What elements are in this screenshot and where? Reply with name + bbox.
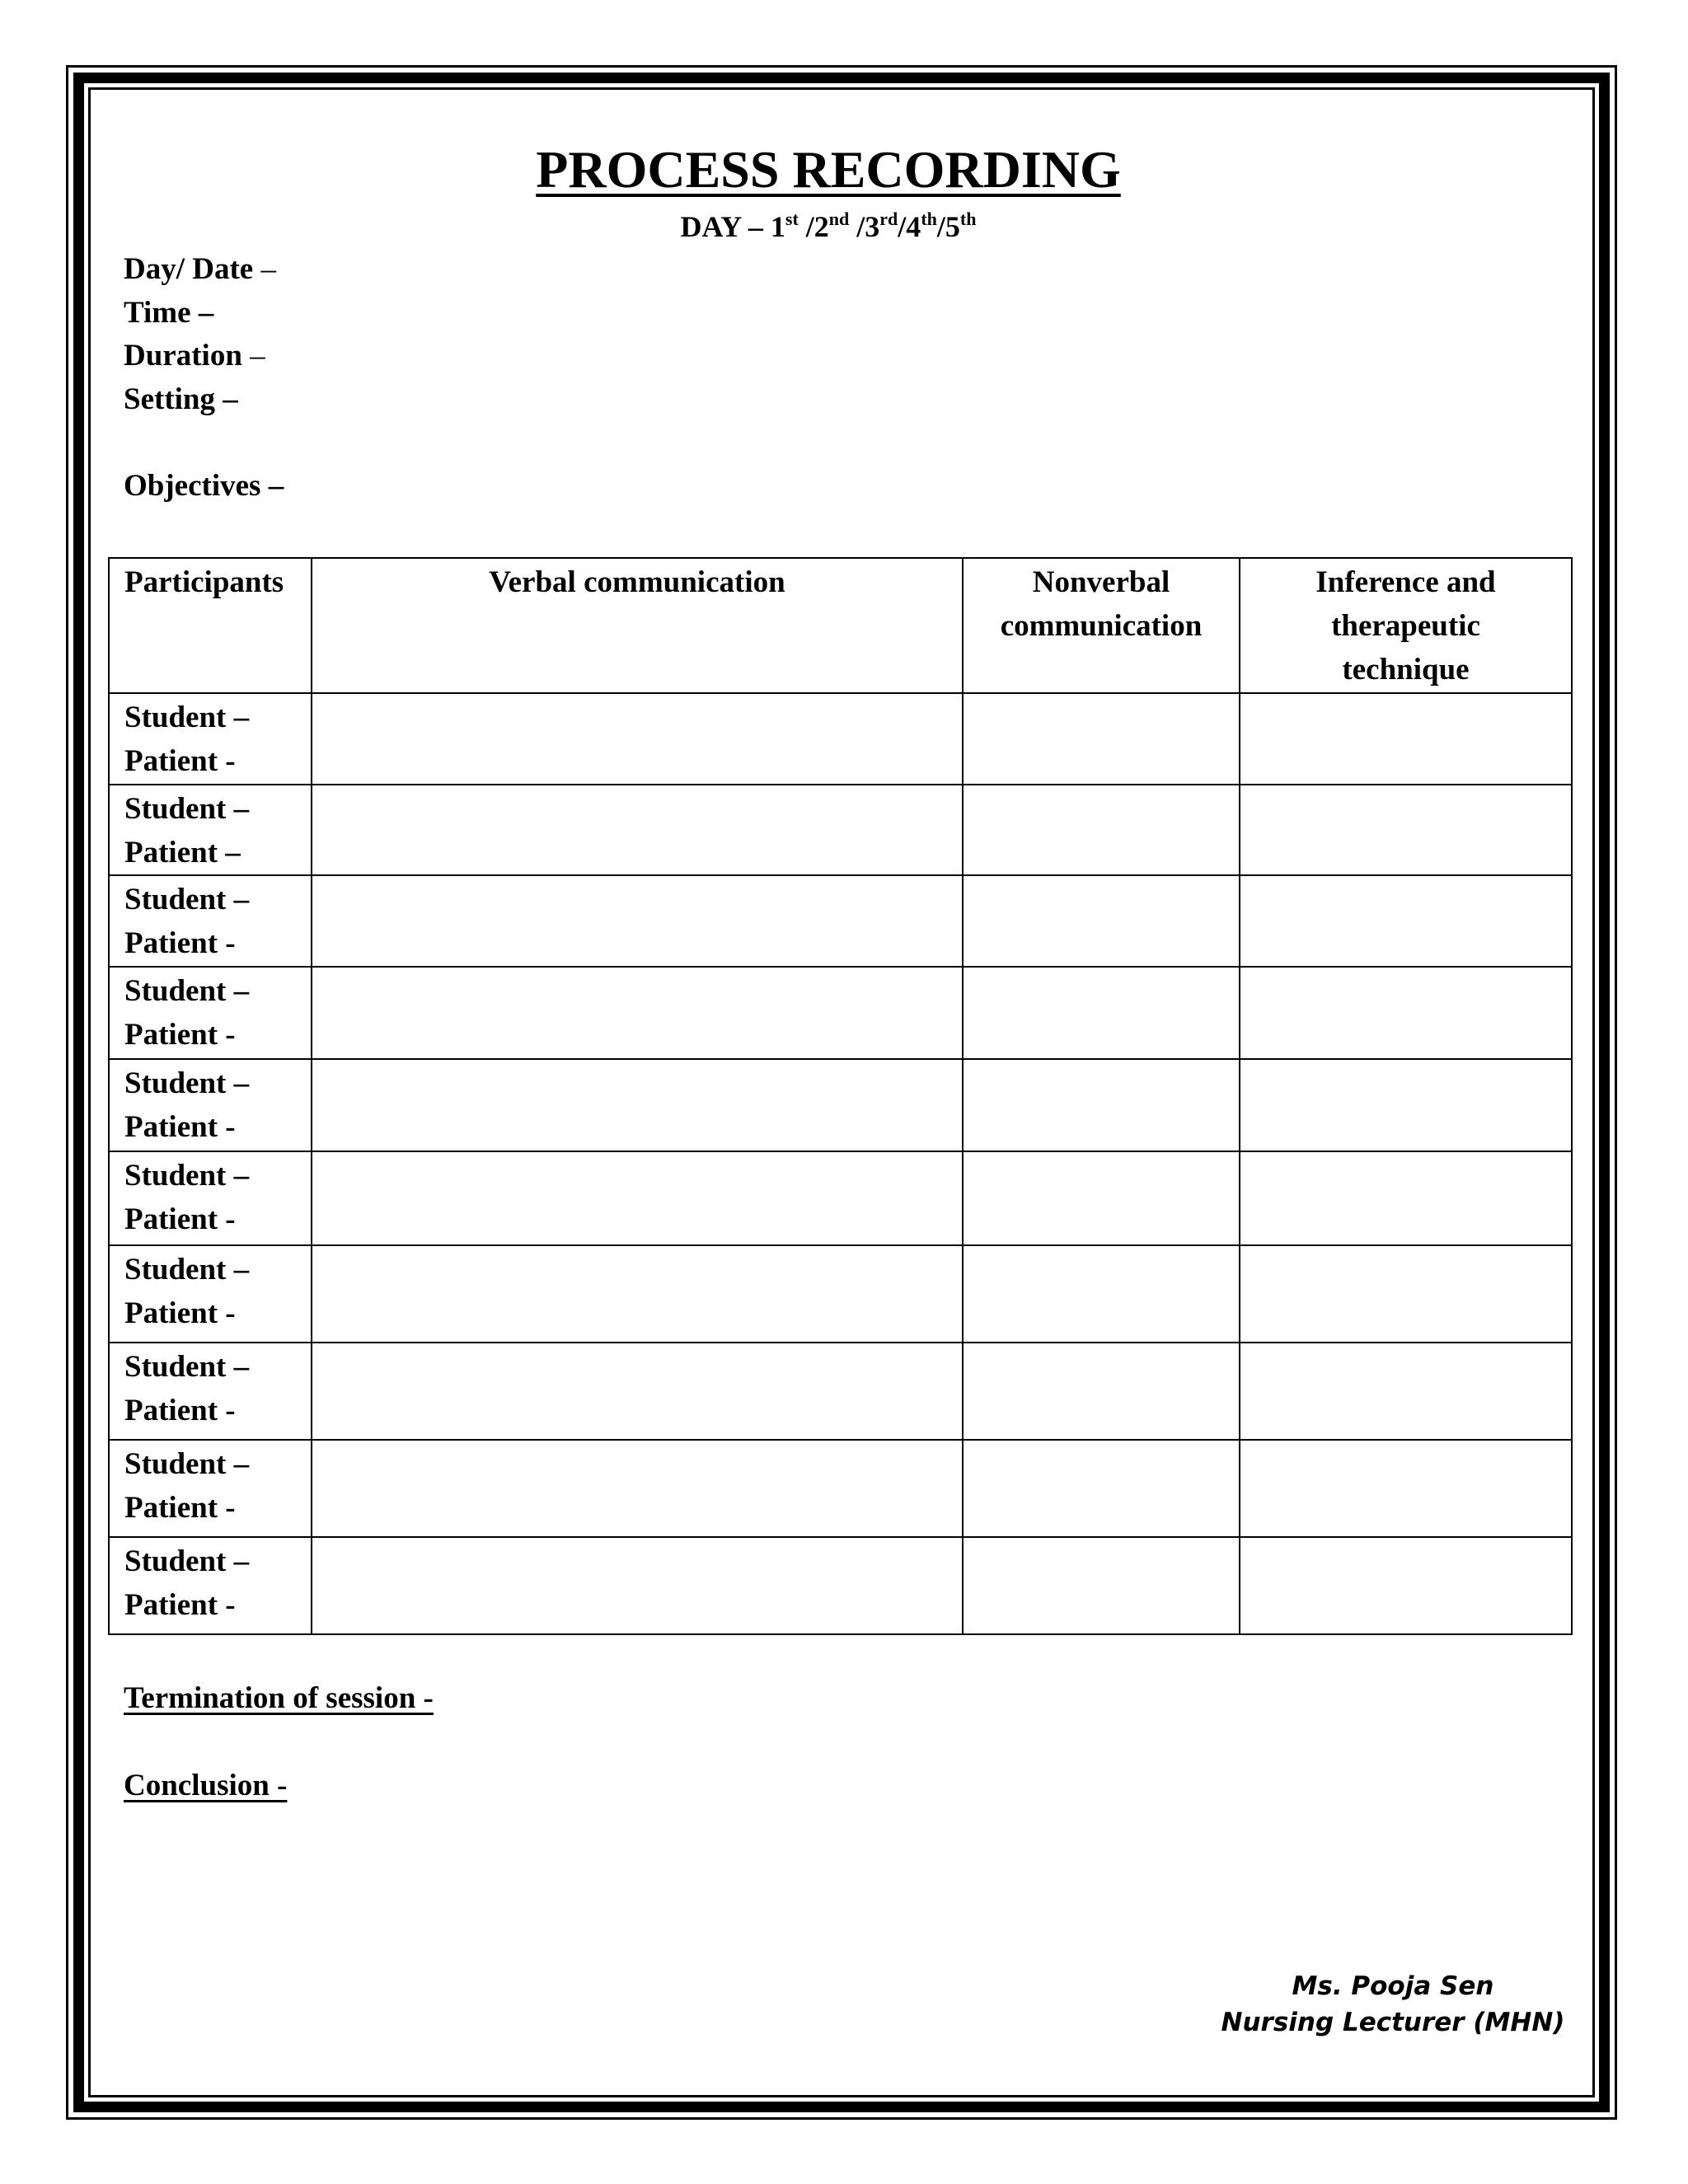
signature-name: Ms. Pooja Sen (1292, 1971, 1494, 2001)
verbal-cell[interactable] (312, 967, 963, 1059)
nonverbal-cell[interactable] (963, 1537, 1240, 1634)
table-header-row (109, 558, 1572, 693)
nonverbal-cell[interactable] (963, 1151, 1240, 1245)
inference-cell[interactable] (1240, 1537, 1572, 1634)
table-row (109, 785, 1572, 875)
verbal-cell[interactable] (312, 785, 963, 875)
verbal-cell[interactable] (312, 1440, 963, 1537)
day-selector-line: DAY – 1st /2nd /3rd/4th/5th (680, 209, 977, 243)
inference-cell[interactable] (1240, 875, 1572, 967)
nonverbal-cell[interactable] (963, 1245, 1240, 1343)
table-row (109, 1151, 1572, 1245)
table-row (109, 1537, 1572, 1634)
nonverbal-cell[interactable] (963, 875, 1240, 967)
inference-cell[interactable] (1240, 1343, 1572, 1440)
inference-cell[interactable] (1240, 693, 1572, 785)
table-row (109, 1059, 1572, 1151)
header-nonverbal-communication: Nonverbal communication (963, 558, 1240, 693)
participants-cell: Student – Patient - (109, 1151, 312, 1245)
day-date-field[interactable]: Day/ Date – (124, 252, 276, 286)
inference-cell[interactable] (1240, 1440, 1572, 1537)
table-row (109, 1343, 1572, 1440)
nonverbal-cell[interactable] (963, 1059, 1240, 1151)
inference-cell[interactable] (1240, 1245, 1572, 1343)
conclusion-heading: Conclusion - (124, 1769, 288, 1802)
table-row (109, 967, 1572, 1059)
inference-cell[interactable] (1240, 785, 1572, 875)
duration-field[interactable]: Duration – (124, 339, 265, 373)
nonverbal-cell[interactable] (963, 785, 1240, 875)
objectives-field[interactable]: Objectives – (124, 469, 284, 503)
nonverbal-cell[interactable] (963, 1343, 1240, 1440)
participants-cell: Student – Patient - (109, 967, 312, 1059)
table-row (109, 1440, 1572, 1537)
inference-cell[interactable] (1240, 1059, 1572, 1151)
table-row (109, 1245, 1572, 1343)
table-row (109, 693, 1572, 785)
verbal-cell[interactable] (312, 1537, 963, 1634)
participants-cell: Student – Patient - (109, 875, 312, 967)
verbal-cell[interactable] (312, 875, 963, 967)
nonverbal-cell[interactable] (963, 1440, 1240, 1537)
header-inference-technique: Inference and therapeutic technique (1240, 558, 1572, 693)
participants-cell: Student – Patient - (109, 693, 312, 785)
participants-cell: Student – Patient - (109, 1245, 312, 1343)
participants-cell: Student – Patient - (109, 1537, 312, 1634)
header-participants: Participants (109, 558, 312, 693)
participants-cell: Student – Patient - (109, 1440, 312, 1537)
setting-field[interactable]: Setting – (124, 382, 238, 416)
inference-cell[interactable] (1240, 967, 1572, 1059)
verbal-cell[interactable] (312, 1151, 963, 1245)
termination-of-session-heading: Termination of session - (124, 1681, 434, 1715)
header-verbal-communication: Verbal communication (312, 558, 963, 693)
process-recording-table (108, 557, 1573, 1635)
verbal-cell[interactable] (312, 1245, 963, 1343)
time-field[interactable]: Time – (124, 296, 214, 330)
participants-cell: Student – Patient - (109, 1343, 312, 1440)
nonverbal-cell[interactable] (963, 693, 1240, 785)
verbal-cell[interactable] (312, 1343, 963, 1440)
table-row (109, 875, 1572, 967)
inference-cell[interactable] (1240, 1151, 1572, 1245)
signature-designation: Nursing Lecturer (MHN) (1221, 2008, 1565, 2037)
participants-cell: Student – Patient – (109, 785, 312, 875)
participants-cell: Student – Patient - (109, 1059, 312, 1151)
verbal-cell[interactable] (312, 693, 963, 785)
document-title: PROCESS RECORDING (536, 140, 1121, 199)
nonverbal-cell[interactable] (963, 967, 1240, 1059)
verbal-cell[interactable] (312, 1059, 963, 1151)
